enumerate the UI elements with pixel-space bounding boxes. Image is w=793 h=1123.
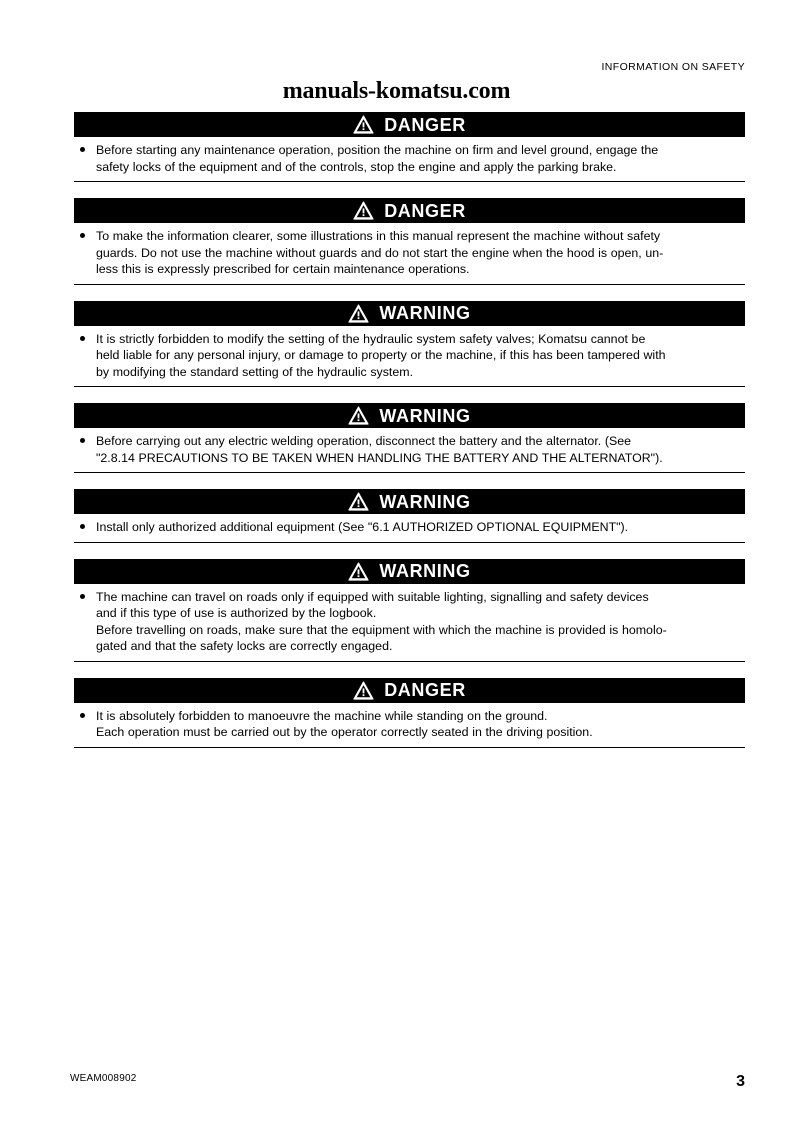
- notice-body: [74, 514, 745, 543]
- notice-body: [74, 584, 745, 662]
- notice-text: [96, 142, 743, 175]
- page-header-title: INFORMATION ON SAFETY: [601, 61, 745, 73]
- watermark-text: manuals-komatsu.com: [282, 78, 511, 104]
- notice-text: [96, 228, 743, 278]
- notice-text-line: and if this type of use is authorized by the logbook.: [96, 606, 377, 620]
- footer-document-code: WEAM008902: [70, 1073, 137, 1084]
- notice-text-line: by modifying the standard setting of the hydraulic system.: [96, 364, 414, 379]
- notice-text-line: safety locks of the equipment and of the controls, stop the engine and apply the parking brake.: [96, 159, 617, 174]
- bullet-icon: [76, 228, 96, 245]
- notice-body: [74, 223, 745, 285]
- notice-body: [74, 137, 745, 182]
- notice-text: [96, 519, 743, 536]
- notice-text-line: Each operation must be carried out by the operator correctly seated in the driving position.: [96, 725, 593, 739]
- notice-text: [96, 433, 743, 466]
- safety-notice: [74, 403, 745, 473]
- notice-text-line: less this is expressly prescribed for certain maintenance operations.: [96, 262, 470, 276]
- notice-text-line: Before travelling on roads, make sure that the equipment with which the machine is provided is homolo-: [96, 622, 667, 637]
- notice-header-bar: [74, 559, 745, 584]
- notice-body: [74, 428, 745, 473]
- safety-notice: [74, 112, 745, 182]
- bullet-icon: [76, 433, 96, 450]
- notice-level-label: DANGER: [384, 200, 466, 221]
- safety-notice: [74, 301, 745, 388]
- bullet-icon: [76, 331, 96, 348]
- notice-body: [74, 703, 745, 748]
- notice-header-bar: [74, 198, 745, 223]
- notice-text-line: gated and that the safety locks are correctly engaged.: [96, 639, 393, 653]
- warning-triangle-icon: [348, 562, 369, 581]
- notice-text-line: "2.8.14 PRECAUTIONS TO BE TAKEN WHEN HANDLING THE BATTERY AND THE ALTERNATOR").: [96, 450, 663, 465]
- notice-level-label: WARNING: [379, 491, 471, 512]
- warning-triangle-icon: [353, 115, 374, 134]
- notice-text-line: Before starting any maintenance operation, position the machine on firm and level ground, engage the: [96, 143, 659, 157]
- warning-triangle-icon: [353, 201, 374, 220]
- notice-level-label: WARNING: [379, 561, 471, 581]
- notice-text-line: It is absolutely forbidden to manoeuvre the machine while standing on the ground.: [96, 708, 548, 723]
- notice-text-line: The machine can travel on roads only if equipped with suitable lighting, signalling and safety devices: [96, 589, 649, 604]
- safety-notice: [74, 559, 745, 662]
- notice-level-label: WARNING: [379, 405, 471, 426]
- notice-level-label: DANGER: [384, 114, 466, 135]
- footer-page-number: 3: [736, 1073, 745, 1090]
- warning-triangle-icon: [348, 492, 369, 511]
- notice-level-label: WARNING: [379, 303, 471, 323]
- notice-text-line: Install only authorized additional equipment (See "6.1 AUTHORIZED OPTIONAL EQUIPMENT").: [96, 520, 629, 534]
- notice-header-bar: [74, 112, 745, 137]
- notice-text: [96, 589, 743, 655]
- notice-text-line: Before carrying out any electric welding operation, disconnect the battery and the alternator. (See: [96, 434, 632, 448]
- notice-text: [96, 331, 743, 381]
- notice-level-label: DANGER: [384, 680, 466, 700]
- safety-notice: [74, 198, 745, 285]
- safety-notice: [74, 489, 745, 543]
- notice-text-line: It is strictly forbidden to modify the setting of the hydraulic system safety valves; Komatsu cannot be: [96, 331, 646, 346]
- notice-text: [96, 708, 743, 741]
- warning-triangle-icon: [353, 681, 374, 700]
- bullet-icon: [76, 708, 96, 725]
- notice-text-line: To make the information clearer, some illustrations in this manual represent the machine without safety: [96, 229, 661, 243]
- notice-header-bar: [74, 678, 745, 703]
- bullet-icon: [76, 519, 96, 536]
- bullet-icon: [76, 142, 96, 159]
- notice-header-bar: [74, 301, 745, 326]
- notice-text-line: guards. Do not use the machine without guards and do not start the engine when the hood is open, un-: [96, 245, 664, 260]
- notice-text-line: held liable for any personal injury, or damage to property or the machine, if this has been tampered with: [96, 348, 666, 362]
- notice-header-bar: [74, 489, 745, 514]
- notice-body: [74, 326, 745, 388]
- safety-notices-container: [74, 112, 745, 764]
- notice-header-bar: [74, 403, 745, 428]
- safety-notice: [74, 678, 745, 748]
- warning-triangle-icon: [348, 304, 369, 323]
- bullet-icon: [76, 589, 96, 606]
- warning-triangle-icon: [348, 406, 369, 425]
